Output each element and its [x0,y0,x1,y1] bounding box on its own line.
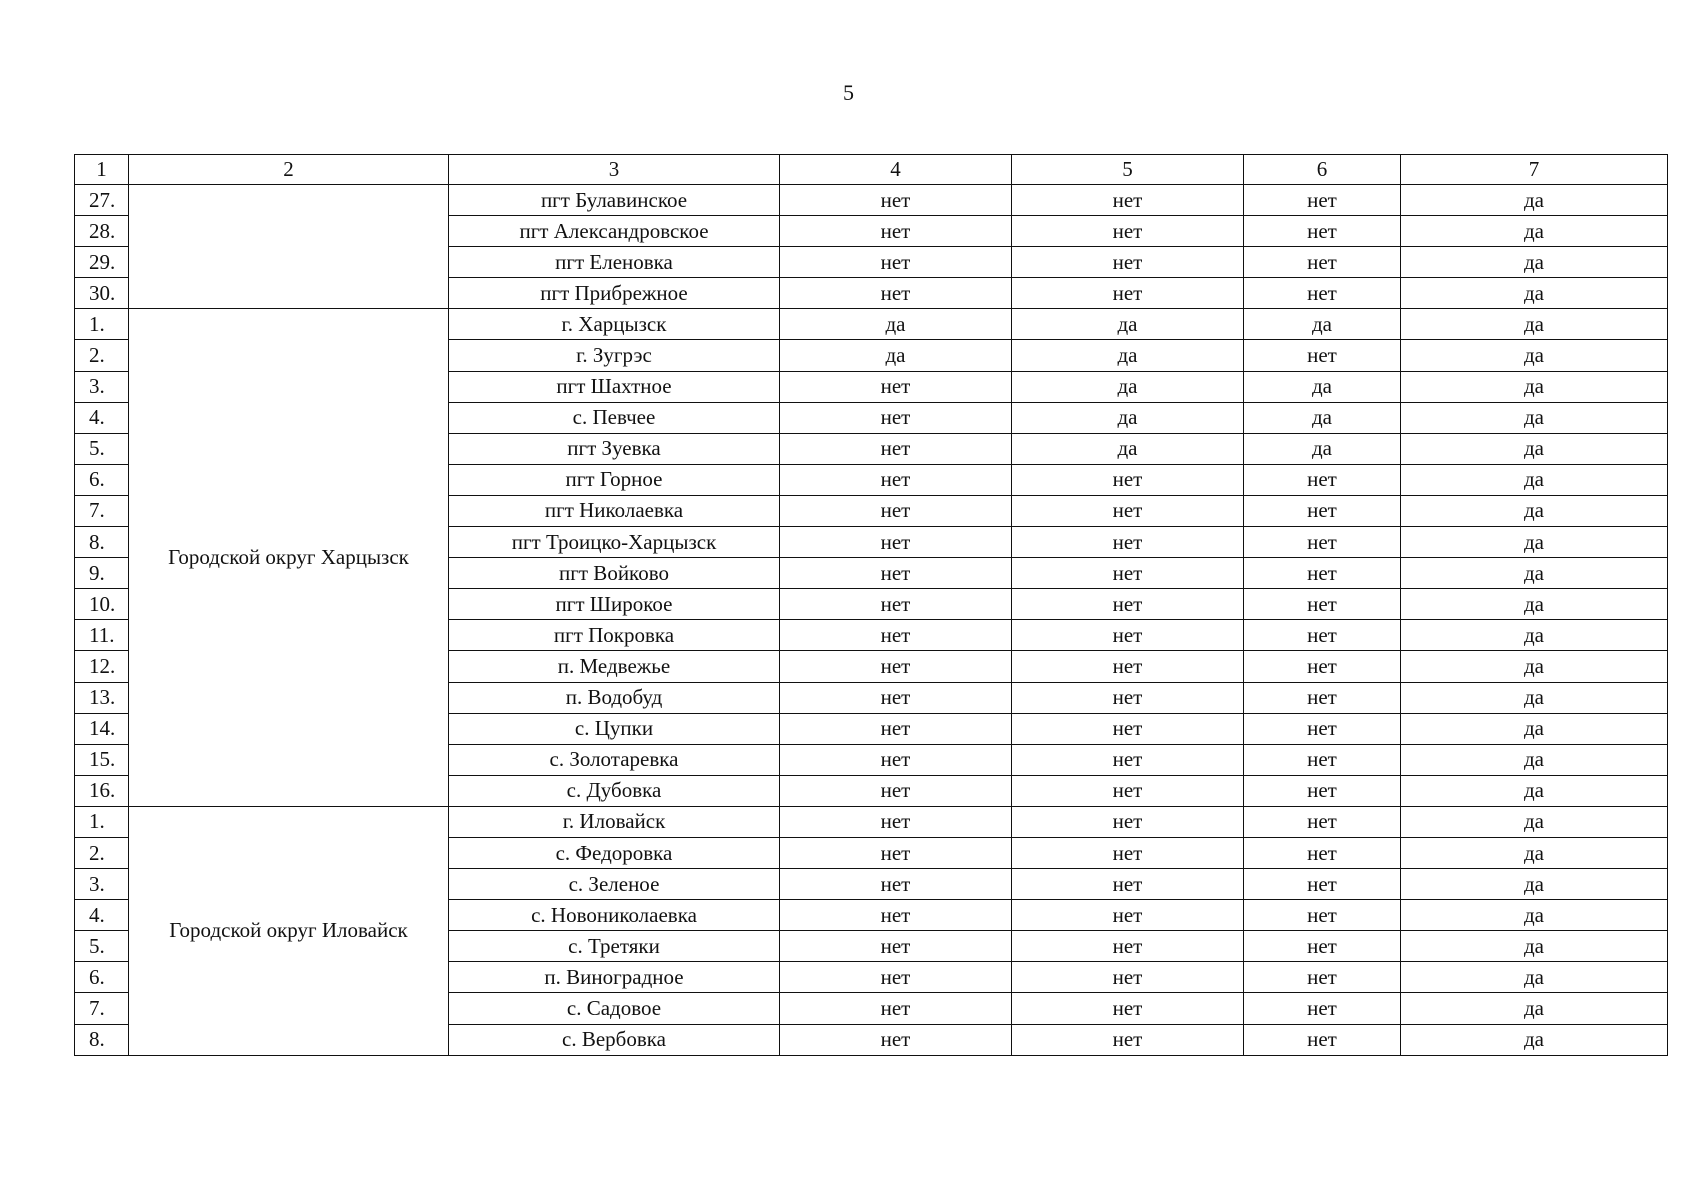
settlement-name: с. Дубовка [449,775,780,806]
column-7-value: да [1401,744,1668,775]
settlement-name: пгт Прибрежное [449,278,780,309]
row-number: 9. [75,558,129,589]
column-4-value: нет [780,931,1012,962]
header-cell-6: 6 [1244,155,1401,185]
settlement-name: пгт Широкое [449,589,780,620]
settlement-name: пгт Войково [449,558,780,589]
district-name: Городской округ Харцызск [129,309,449,807]
settlement-name: пгт Шахтное [449,371,780,402]
header-cell-4: 4 [780,155,1012,185]
column-5-value: да [1012,309,1244,340]
column-6-value: нет [1244,682,1401,713]
column-6-value: нет [1244,216,1401,247]
column-4-value: нет [780,185,1012,216]
row-number: 15. [75,744,129,775]
settlement-name: пгт Покровка [449,620,780,651]
column-5-value: да [1012,433,1244,464]
column-6-value: нет [1244,495,1401,526]
settlement-name: пгт Еленовка [449,247,780,278]
column-6-value: да [1244,371,1401,402]
column-4-value: нет [780,589,1012,620]
row-number: 7. [75,993,129,1024]
column-6-value: нет [1244,900,1401,931]
row-number: 6. [75,464,129,495]
column-6-value: нет [1244,744,1401,775]
column-5-value: нет [1012,993,1244,1024]
settlement-name: п. Водобуд [449,682,780,713]
column-5-value: нет [1012,775,1244,806]
column-7-value: да [1401,495,1668,526]
row-number: 1. [75,806,129,837]
column-5-value: нет [1012,185,1244,216]
column-7-value: да [1401,527,1668,558]
column-7-value: да [1401,589,1668,620]
column-6-value: нет [1244,962,1401,993]
settlement-name: с. Федоровка [449,837,780,868]
column-5-value: нет [1012,713,1244,744]
column-4-value: нет [780,806,1012,837]
column-5-value: нет [1012,620,1244,651]
column-6-value: нет [1244,713,1401,744]
header-cell-1: 1 [75,155,129,185]
column-5-value: нет [1012,1024,1244,1055]
column-5-value: нет [1012,495,1244,526]
column-6-value: нет [1244,993,1401,1024]
column-7-value: да [1401,900,1668,931]
row-number: 2. [75,340,129,371]
column-6-value: нет [1244,775,1401,806]
settlement-name: с. Садовое [449,993,780,1024]
settlement-name: с. Цупки [449,713,780,744]
column-5-value: нет [1012,837,1244,868]
column-7-value: да [1401,931,1668,962]
header-row [75,155,1668,185]
row-number: 1. [75,309,129,340]
settlement-name: пгт Николаевка [449,495,780,526]
column-6-value: нет [1244,247,1401,278]
column-4-value: нет [780,402,1012,433]
column-6-value: нет [1244,185,1401,216]
row-number: 12. [75,651,129,682]
column-6-value: нет [1244,869,1401,900]
column-6-value: да [1244,402,1401,433]
settlement-name: г. Зугрэс [449,340,780,371]
settlements-table-container [74,154,1667,1056]
header-cell-7: 7 [1401,155,1668,185]
column-7-value: да [1401,185,1668,216]
page-number: 5 [843,80,854,105]
column-6-value: да [1244,309,1401,340]
column-4-value: нет [780,744,1012,775]
column-7-value: да [1401,993,1668,1024]
row-number: 7. [75,495,129,526]
settlement-name: п. Медвежье [449,651,780,682]
row-number: 6. [75,962,129,993]
settlement-name: пгт Булавинское [449,185,780,216]
column-7-value: да [1401,340,1668,371]
settlement-name: с. Золотаревка [449,744,780,775]
district-name: Городской округ Иловайск [129,806,449,1055]
column-7-value: да [1401,402,1668,433]
column-7-value: да [1401,433,1668,464]
column-6-value: да [1244,433,1401,464]
column-4-value: нет [780,713,1012,744]
column-7-value: да [1401,278,1668,309]
column-7-value: да [1401,371,1668,402]
column-4-value: нет [780,495,1012,526]
settlement-name: с. Певчее [449,402,780,433]
column-7-value: да [1401,558,1668,589]
column-5-value: нет [1012,278,1244,309]
column-4-value: нет [780,962,1012,993]
row-number: 3. [75,371,129,402]
row-number: 27. [75,185,129,216]
column-7-value: да [1401,806,1668,837]
header-cell-5: 5 [1012,155,1244,185]
column-7-value: да [1401,216,1668,247]
column-4-value: нет [780,651,1012,682]
row-number: 29. [75,247,129,278]
row-number: 4. [75,402,129,433]
row-number: 30. [75,278,129,309]
column-7-value: да [1401,247,1668,278]
district-name [129,185,449,309]
column-7-value: да [1401,620,1668,651]
column-7-value: да [1401,869,1668,900]
column-6-value: нет [1244,589,1401,620]
row-number: 5. [75,931,129,962]
table-row [75,309,1668,340]
column-7-value: да [1401,309,1668,340]
column-4-value: нет [780,433,1012,464]
column-4-value: нет [780,620,1012,651]
column-6-value: нет [1244,527,1401,558]
column-7-value: да [1401,962,1668,993]
settlement-name: п. Виноградное [449,962,780,993]
column-7-value: да [1401,651,1668,682]
column-4-value: нет [780,682,1012,713]
row-number: 8. [75,527,129,558]
column-5-value: нет [1012,589,1244,620]
column-5-value: да [1012,402,1244,433]
column-5-value: нет [1012,869,1244,900]
row-number: 11. [75,620,129,651]
column-4-value: нет [780,837,1012,868]
column-4-value: нет [780,464,1012,495]
column-6-value: нет [1244,278,1401,309]
column-5-value: да [1012,340,1244,371]
column-5-value: нет [1012,464,1244,495]
table-row [75,185,1668,216]
column-6-value: нет [1244,931,1401,962]
row-number: 28. [75,216,129,247]
header-cell-3: 3 [449,155,780,185]
column-6-value: нет [1244,1024,1401,1055]
table-body [75,155,1668,1056]
settlement-name: пгт Зуевка [449,433,780,464]
row-number: 13. [75,682,129,713]
column-4-value: нет [780,216,1012,247]
column-5-value: нет [1012,931,1244,962]
settlement-name: с. Вербовка [449,1024,780,1055]
column-6-value: нет [1244,620,1401,651]
column-7-value: да [1401,1024,1668,1055]
column-5-value: нет [1012,558,1244,589]
row-number: 14. [75,713,129,744]
column-6-value: нет [1244,558,1401,589]
row-number: 16. [75,775,129,806]
column-5-value: нет [1012,744,1244,775]
row-number: 2. [75,837,129,868]
settlement-name: с. Зеленое [449,869,780,900]
column-7-value: да [1401,837,1668,868]
column-4-value: да [780,309,1012,340]
column-4-value: нет [780,775,1012,806]
settlement-name: пгт Горное [449,464,780,495]
column-7-value: да [1401,464,1668,495]
column-5-value: нет [1012,651,1244,682]
row-number: 4. [75,900,129,931]
settlement-name: пгт Троицко-Харцызск [449,527,780,558]
column-5-value: нет [1012,900,1244,931]
column-5-value: нет [1012,247,1244,278]
column-4-value: нет [780,527,1012,558]
settlement-name: с. Третяки [449,931,780,962]
header-cell-2: 2 [129,155,449,185]
column-4-value: нет [780,900,1012,931]
settlements-table [74,154,1668,1056]
column-4-value: нет [780,993,1012,1024]
column-4-value: нет [780,278,1012,309]
column-4-value: нет [780,1024,1012,1055]
column-4-value: нет [780,558,1012,589]
column-6-value: нет [1244,837,1401,868]
column-5-value: нет [1012,527,1244,558]
row-number: 5. [75,433,129,464]
column-5-value: нет [1012,962,1244,993]
row-number: 10. [75,589,129,620]
column-4-value: нет [780,247,1012,278]
settlement-name: с. Новониколаевка [449,900,780,931]
column-4-value: да [780,340,1012,371]
column-6-value: нет [1244,464,1401,495]
column-5-value: нет [1012,216,1244,247]
column-5-value: да [1012,371,1244,402]
row-number: 8. [75,1024,129,1055]
settlement-name: г. Харцызск [449,309,780,340]
column-7-value: да [1401,775,1668,806]
settlement-name: г. Иловайск [449,806,780,837]
row-number: 3. [75,869,129,900]
column-7-value: да [1401,713,1668,744]
settlement-name: пгт Александровское [449,216,780,247]
column-4-value: нет [780,869,1012,900]
column-5-value: нет [1012,806,1244,837]
column-6-value: нет [1244,340,1401,371]
column-6-value: нет [1244,651,1401,682]
column-5-value: нет [1012,682,1244,713]
column-4-value: нет [780,371,1012,402]
column-6-value: нет [1244,806,1401,837]
table-row [75,806,1668,837]
column-7-value: да [1401,682,1668,713]
